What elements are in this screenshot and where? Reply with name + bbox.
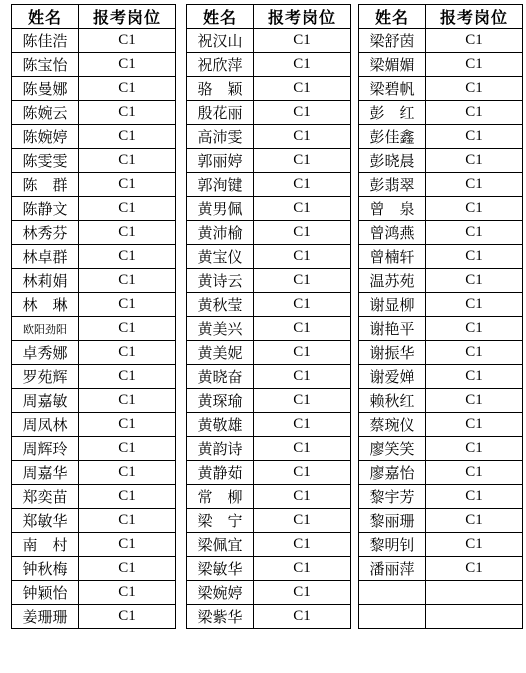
table-row [12, 149, 176, 173]
position-code-cell: C1 [79, 29, 176, 53]
table-row [187, 509, 351, 533]
position-code-cell: C1 [254, 125, 351, 149]
table-row [12, 245, 176, 269]
table-row [12, 413, 176, 437]
position-code-cell: C1 [79, 485, 176, 509]
table-row [359, 461, 523, 485]
applicant-name-cell: 彭 红 [359, 101, 426, 125]
roster-table-3 [358, 4, 523, 629]
position-code-cell: C1 [254, 389, 351, 413]
applicant-name-cell: 廖笑笑 [359, 437, 426, 461]
position-code-cell: C1 [254, 533, 351, 557]
applicant-name-cell: 黄静茹 [187, 461, 254, 485]
table-row [359, 317, 523, 341]
position-code-cell: C1 [254, 413, 351, 437]
position-code-cell: C1 [426, 413, 523, 437]
position-code-cell: C1 [426, 29, 523, 53]
applicant-name-cell: 梁敏华 [187, 557, 254, 581]
table-row [187, 533, 351, 557]
table-row [12, 389, 176, 413]
table-row [12, 317, 176, 341]
applicant-name-cell: 林卓群 [12, 245, 79, 269]
applicant-name-cell: 骆 颖 [187, 77, 254, 101]
position-code-cell: C1 [426, 125, 523, 149]
table-row [187, 293, 351, 317]
applicant-name-cell [359, 581, 426, 605]
table-row [359, 365, 523, 389]
applicant-name-cell: 周嘉敏 [12, 389, 79, 413]
applicant-name-cell: 黄诗云 [187, 269, 254, 293]
position-code-cell: C1 [254, 437, 351, 461]
applicant-name-cell: 卓秀娜 [12, 341, 79, 365]
table-row [12, 605, 176, 629]
position-header: 报考岗位 [426, 5, 523, 29]
table-row [187, 413, 351, 437]
applicant-name-cell: 郭丽婷 [187, 149, 254, 173]
position-code-cell: C1 [426, 101, 523, 125]
table-row [359, 221, 523, 245]
table-row [359, 413, 523, 437]
applicant-name-cell: 陈婉云 [12, 101, 79, 125]
position-code-cell: C1 [254, 269, 351, 293]
table-row [12, 221, 176, 245]
applicant-name-cell: 曾 泉 [359, 197, 426, 221]
position-code-cell: C1 [79, 221, 176, 245]
applicant-name-cell: 黄韵诗 [187, 437, 254, 461]
position-code-cell: C1 [426, 269, 523, 293]
applicant-name-cell: 谢显柳 [359, 293, 426, 317]
table-row [187, 173, 351, 197]
applicant-name-cell: 彭翡翠 [359, 173, 426, 197]
table-row [359, 29, 523, 53]
position-code-cell: C1 [79, 413, 176, 437]
applicant-name-cell: 高沛雯 [187, 125, 254, 149]
position-code-cell: C1 [79, 317, 176, 341]
applicant-name-cell: 梁媚媚 [359, 53, 426, 77]
position-code-cell: C1 [254, 365, 351, 389]
applicant-name-cell: 黎明钊 [359, 533, 426, 557]
table-row [12, 437, 176, 461]
position-code-cell: C1 [79, 125, 176, 149]
position-code-cell: C1 [79, 341, 176, 365]
position-code-cell: C1 [79, 293, 176, 317]
applicant-name-cell: 陈静文 [12, 197, 79, 221]
applicant-name-cell: 梁舒茵 [359, 29, 426, 53]
applicant-name-cell: 周凤林 [12, 413, 79, 437]
position-code-cell: C1 [254, 461, 351, 485]
position-code-cell: C1 [426, 149, 523, 173]
table-row [187, 437, 351, 461]
table-row [359, 293, 523, 317]
position-code-cell: C1 [254, 557, 351, 581]
table-row [12, 173, 176, 197]
position-code-cell: C1 [79, 101, 176, 125]
table-row [359, 125, 523, 149]
applicant-name-cell: 罗苑辉 [12, 365, 79, 389]
position-code-cell: C1 [79, 269, 176, 293]
position-code-cell: C1 [426, 245, 523, 269]
position-code-cell: C1 [254, 221, 351, 245]
table-row [359, 269, 523, 293]
table-row [12, 557, 176, 581]
applicant-name-cell: 黎宇芳 [359, 485, 426, 509]
applicant-name-cell: 姜珊珊 [12, 605, 79, 629]
position-code-cell [426, 605, 523, 629]
table-header-row [187, 5, 351, 29]
applicant-name-cell: 黄男佩 [187, 197, 254, 221]
position-code-cell: C1 [79, 605, 176, 629]
table-row [359, 581, 523, 605]
table-row [187, 125, 351, 149]
position-code-cell: C1 [79, 365, 176, 389]
position-code-cell: C1 [254, 341, 351, 365]
applicant-name-cell: 黄晓奋 [187, 365, 254, 389]
table-row [12, 77, 176, 101]
position-code-cell: C1 [79, 389, 176, 413]
applicant-name-cell: 陈曼娜 [12, 77, 79, 101]
position-code-cell: C1 [426, 365, 523, 389]
position-code-cell: C1 [426, 557, 523, 581]
table-row [187, 485, 351, 509]
applicant-name-cell: 郑奕苗 [12, 485, 79, 509]
table-row [359, 437, 523, 461]
position-code-cell: C1 [426, 77, 523, 101]
applicant-name-cell: 谢艳平 [359, 317, 426, 341]
applicant-name-cell: 黄沛榆 [187, 221, 254, 245]
table-row [12, 125, 176, 149]
applicant-name-cell: 祝欣萍 [187, 53, 254, 77]
applicant-name-cell: 曾楠轩 [359, 245, 426, 269]
table-header-row [359, 5, 523, 29]
applicant-name-cell: 赖秋红 [359, 389, 426, 413]
table-row [359, 101, 523, 125]
applicant-name-cell: 黄美兴 [187, 317, 254, 341]
table-row [187, 197, 351, 221]
table-row [187, 461, 351, 485]
position-code-cell: C1 [254, 77, 351, 101]
position-code-cell: C1 [254, 101, 351, 125]
applicant-name-cell: 潘丽萍 [359, 557, 426, 581]
position-code-cell: C1 [426, 221, 523, 245]
position-code-cell: C1 [79, 197, 176, 221]
position-code-cell: C1 [79, 557, 176, 581]
position-code-cell: C1 [426, 341, 523, 365]
applicant-name-cell: 廖嘉怡 [359, 461, 426, 485]
applicant-name-cell: 梁婉婷 [187, 581, 254, 605]
position-code-cell: C1 [79, 533, 176, 557]
table-row [12, 269, 176, 293]
table-row [359, 53, 523, 77]
roster-table-1 [11, 4, 176, 629]
position-code-cell: C1 [79, 77, 176, 101]
table-row [359, 173, 523, 197]
position-code-cell: C1 [79, 461, 176, 485]
table-row [359, 245, 523, 269]
applicant-name-cell: 殷花丽 [187, 101, 254, 125]
table-row [12, 533, 176, 557]
applicant-name-cell: 梁佩宜 [187, 533, 254, 557]
applicant-name-cell: 黄琛瑜 [187, 389, 254, 413]
applicant-name-cell: 陈宝怡 [12, 53, 79, 77]
name-header: 姓名 [12, 5, 79, 29]
table-row [187, 149, 351, 173]
table-row [359, 509, 523, 533]
position-code-cell: C1 [426, 461, 523, 485]
position-code-cell: C1 [254, 605, 351, 629]
table-row [12, 341, 176, 365]
position-code-cell: C1 [426, 437, 523, 461]
applicant-name-cell: 陈 群 [12, 173, 79, 197]
position-code-cell: C1 [79, 149, 176, 173]
table-row [359, 389, 523, 413]
position-code-cell: C1 [79, 173, 176, 197]
position-code-cell [426, 581, 523, 605]
table-row [359, 605, 523, 629]
applicant-name-cell [359, 605, 426, 629]
position-code-cell: C1 [426, 485, 523, 509]
table-row [187, 53, 351, 77]
table-row [187, 389, 351, 413]
table-row [187, 101, 351, 125]
table-row [187, 581, 351, 605]
table-row [187, 605, 351, 629]
applicant-name-cell: 林莉娟 [12, 269, 79, 293]
position-code-cell: C1 [79, 437, 176, 461]
position-code-cell: C1 [426, 533, 523, 557]
table-row [187, 245, 351, 269]
position-code-cell: C1 [426, 197, 523, 221]
applicant-name-cell: 蔡琬仪 [359, 413, 426, 437]
position-code-cell: C1 [426, 389, 523, 413]
table-row [359, 341, 523, 365]
applicant-name-cell: 黄敬雄 [187, 413, 254, 437]
table-header-row [12, 5, 176, 29]
applicant-name-cell: 彭晓晨 [359, 149, 426, 173]
applicant-name-cell: 黄秋莹 [187, 293, 254, 317]
table-row [187, 269, 351, 293]
position-code-cell: C1 [254, 581, 351, 605]
table-row [187, 317, 351, 341]
applicant-name-cell: 常 柳 [187, 485, 254, 509]
position-code-cell: C1 [254, 197, 351, 221]
position-code-cell: C1 [79, 581, 176, 605]
table-row [12, 53, 176, 77]
applicant-name-cell: 曾鸿燕 [359, 221, 426, 245]
position-code-cell: C1 [426, 53, 523, 77]
table-row [359, 557, 523, 581]
position-header: 报考岗位 [79, 5, 176, 29]
applicant-name-cell: 梁 宁 [187, 509, 254, 533]
table-row [359, 533, 523, 557]
table-row [12, 485, 176, 509]
position-code-cell: C1 [79, 245, 176, 269]
applicant-name-cell: 黄美妮 [187, 341, 254, 365]
position-code-cell: C1 [254, 317, 351, 341]
position-code-cell: C1 [254, 485, 351, 509]
applicant-name-cell: 黎丽珊 [359, 509, 426, 533]
applicant-name-cell: 陈佳浩 [12, 29, 79, 53]
table-row [12, 581, 176, 605]
name-header: 姓名 [359, 5, 426, 29]
applicant-name-cell: 林秀芬 [12, 221, 79, 245]
table-row [12, 365, 176, 389]
applicant-name-cell: 谢振华 [359, 341, 426, 365]
applicant-name-cell: 谢爱婵 [359, 365, 426, 389]
table-row [359, 149, 523, 173]
table-row [359, 197, 523, 221]
applicant-name-cell: 钟秋梅 [12, 557, 79, 581]
applicant-name-cell: 周嘉华 [12, 461, 79, 485]
applicant-name-cell: 钟颖怡 [12, 581, 79, 605]
position-code-cell: C1 [79, 53, 176, 77]
applicant-name-cell: 祝汉山 [187, 29, 254, 53]
applicant-name-cell: 周辉玲 [12, 437, 79, 461]
position-code-cell: C1 [254, 293, 351, 317]
name-header: 姓名 [187, 5, 254, 29]
position-code-cell: C1 [254, 149, 351, 173]
applicant-name-cell: 梁碧帆 [359, 77, 426, 101]
applicant-name-cell: 黄宝仪 [187, 245, 254, 269]
roster-table-2 [186, 4, 351, 629]
position-code-cell: C1 [254, 29, 351, 53]
table-row [187, 77, 351, 101]
position-code-cell: C1 [254, 245, 351, 269]
applicant-name-cell: 彭佳鑫 [359, 125, 426, 149]
applicant-name-cell: 南 村 [12, 533, 79, 557]
applicant-name-cell: 梁紫华 [187, 605, 254, 629]
applicant-name-cell: 郑敏华 [12, 509, 79, 533]
applicant-name-cell: 温苏苑 [359, 269, 426, 293]
position-code-cell: C1 [254, 173, 351, 197]
applicant-name-cell: 陈雯雯 [12, 149, 79, 173]
table-row [12, 197, 176, 221]
position-header: 报考岗位 [254, 5, 351, 29]
table-row [12, 461, 176, 485]
table-row [187, 29, 351, 53]
position-code-cell: C1 [254, 509, 351, 533]
position-code-cell: C1 [426, 509, 523, 533]
table-row [12, 293, 176, 317]
position-code-cell: C1 [426, 173, 523, 197]
position-code-cell: C1 [426, 293, 523, 317]
table-row [12, 509, 176, 533]
table-row [359, 77, 523, 101]
table-row [187, 341, 351, 365]
applicant-name-cell: 郭洵键 [187, 173, 254, 197]
position-code-cell: C1 [79, 509, 176, 533]
position-code-cell: C1 [254, 53, 351, 77]
table-row [187, 365, 351, 389]
applicant-name-cell: 林 琳 [12, 293, 79, 317]
table-row [12, 101, 176, 125]
table-row [187, 557, 351, 581]
table-row [12, 29, 176, 53]
position-code-cell: C1 [426, 317, 523, 341]
applicant-name-cell: 欧阳劲阳 [12, 317, 79, 341]
table-row [359, 485, 523, 509]
table-row [187, 221, 351, 245]
applicant-name-cell: 陈婉婷 [12, 125, 79, 149]
